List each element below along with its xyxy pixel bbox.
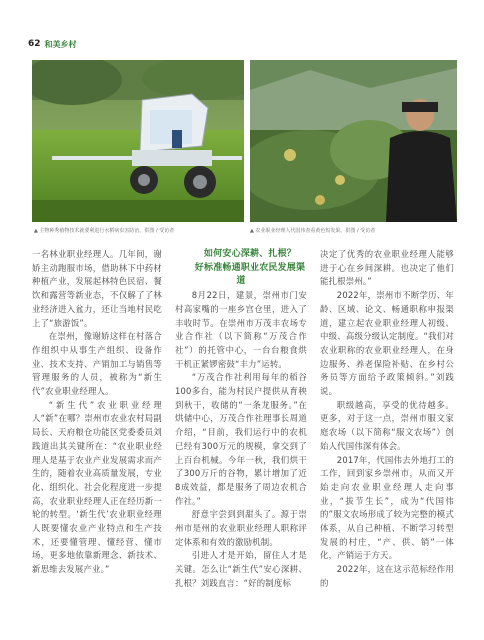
photo-farmer-portrait <box>250 60 457 222</box>
paragraph: 2022年，这在这示范标经作用的 <box>320 564 454 588</box>
paragraph: 职级越高，享受的优待越多。更多，对于这一点，崇州市服文家庭农场（以下简称“服文农场”）创始人代国伟深有体会。 <box>320 399 454 451</box>
paragraph: 舒意宇尝到到甜头了。源于崇州市是州的农业职业经理人职称评定体系和有效的激励机制。 <box>175 509 307 547</box>
subheading-main: 好标准畅通职业农民发展渠道 <box>194 262 306 287</box>
paragraph: 2017年，代国伟去外地打工的工作，回到家乡崇州市，从而又开始走向农业职业经理人走向事业，“拔节生长”，成为“代国伟的”服文农场形成了较为完整的模式体系，从自己种植、不断学习转型发展的村庄，“产、供、销”一体化，产销运于方天。 <box>320 454 454 561</box>
paragraph: 8月22日，建景，崇州市门安村高家嘴的一座乡宫仓里，进入了丰收时节。在崇州市万茂丰农场专业合作社（以下简称“万茂合作社”）的托管中心，一台台粮食烘干机正紧锣密鼓“丰力”运转。 <box>175 290 307 369</box>
section-title: 和美乡村 <box>44 39 77 49</box>
paragraph: “万茂合作社利用每年的稻谷100多台，能为村民户提供从育秧到秋干，收储的“一条龙服务。”在烘储中心，万茂合作社理事长周道介绍，“目前，我们运行中的农机已经有300万元的规模，拿交到了上百台机械。今年一秋，我们烘干了300万斤的谷物，累计增加了近8成效益，都是服务了周边农机合作社。” <box>175 372 307 506</box>
page-number: 62 <box>28 39 41 49</box>
photo-caption-right: ▲ 农业职业经理人代国伟查看黄色短发果。供图 / 受访者 <box>250 228 376 234</box>
subheading-question: 如何安心深耕、扎根？ <box>203 249 296 259</box>
article-column-1 <box>32 248 162 577</box>
page-header <box>28 37 77 51</box>
article-column-3 <box>320 248 454 591</box>
paragraph: 引进人才是开始，留住人才是关键。怎么让“新生代”安心深耕、扎根？刘践直言：“好的制度标 <box>175 550 307 588</box>
paragraph: 2022年，崇州市不断学历、年龄、区域、论文、畅通职称申报渠道，建立起农业职业经理人初级、中级、高级分级认定制度。“我们对农业职称的农业职业经理人，在身边服务、养老保险补贴、在乡村公务员等方面给予政策倾斜。”刘践说。 <box>320 290 454 397</box>
paragraph: 决定了优秀的农业职业经理人能够进于心在乡间深耕。也决定了他们能扎根崇州。” <box>320 249 454 287</box>
paragraph: 在崇州，像谢娇这样在村落合作组织中从事生产组织、设备作业、技术支持、产销加工与销售等管理服务的人员，被称为“新生代”农业职业经理人。 <box>32 331 162 397</box>
paragraph: 一名林业职业经理人。几年间，谢娇主动跑服市场，借助林下中药材种植产业，发展起林特色民宿、餐饮和露营等新业态，不仅解了了林业经济进入盆力，还让当地村民吃上了“旅游饭”。 <box>32 249 162 328</box>
photo-field-machinery <box>32 60 244 222</box>
photo-caption-left: ▲ 主物种秀植物技术就要利进行水稻病虫害防治。供图 / 受访者 <box>34 228 175 234</box>
article-column-2 <box>175 248 307 591</box>
paragraph: “新生代”农业职业经理人“新”在哪？崇州市农业农村局副局长、天府粮仓功能区党委委员刘践道出其关键所在：“农业职业经理人是基于农业产业发展需求而产生的，随着农业高质量发展，专业化、组织化、社会化程度进一步提高，农业职业经理人正在经历新一轮的转型。‘新生代’农业职业经理人既要懂农业产业特点和生产技术，还要懂管理、懂经营、懂市场，更多地依靠新理念、新技术、新思维去发展产业。” <box>32 399 162 575</box>
